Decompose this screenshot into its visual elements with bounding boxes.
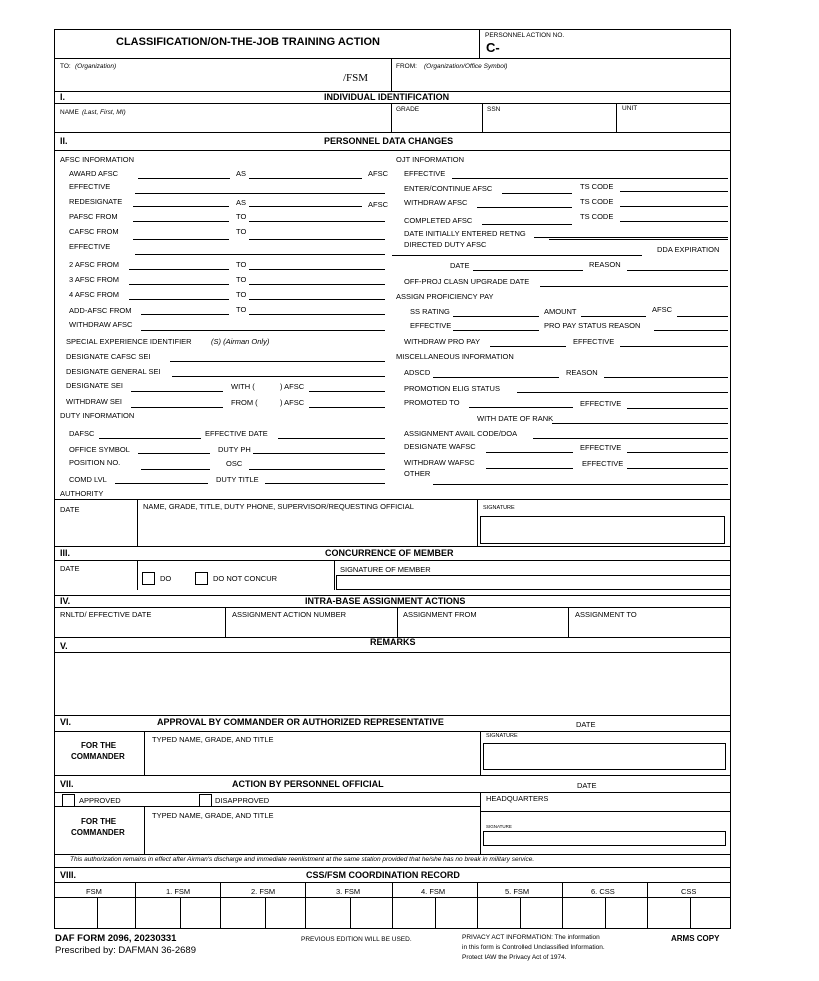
assign-prof-pay-label: ASSIGN PROFICIENCY PAY bbox=[396, 292, 494, 301]
designate-wafsc-field[interactable] bbox=[486, 452, 573, 453]
afsc4-to-field[interactable] bbox=[249, 299, 385, 300]
member-signature-label: SIGNATURE OF MEMBER bbox=[340, 565, 431, 574]
withdraw-afsc-label: WITHDRAW AFSC bbox=[69, 320, 133, 329]
designate-cafsc-sei-field[interactable] bbox=[170, 361, 385, 362]
withdraw-sei-afsc-field[interactable] bbox=[309, 407, 385, 408]
assignment-avail-code-field[interactable] bbox=[533, 438, 728, 439]
dafsc-field[interactable] bbox=[99, 438, 201, 439]
designate-general-sei-label: DESIGNATE GENERAL SEI bbox=[66, 367, 161, 376]
office-symbol-field[interactable] bbox=[138, 453, 210, 454]
prof-pay-afsc-field[interactable] bbox=[677, 316, 728, 317]
coord-col-header: 6. CSS bbox=[591, 887, 615, 896]
afsc4-from-label: 4 AFSC FROM bbox=[69, 290, 120, 299]
withdraw-pro-pay-label: WITHDRAW PRO PAY bbox=[404, 337, 481, 346]
assignment-to-label: ASSIGNMENT TO bbox=[575, 610, 637, 619]
coord-col-header: 4. FSM bbox=[421, 887, 446, 896]
effective-label: EFFECTIVE bbox=[582, 459, 624, 468]
headquarters-label: HEADQUARTERS bbox=[486, 794, 549, 803]
section-1-title: INDIVIDUAL IDENTIFICATION bbox=[324, 92, 450, 102]
ojt-effective-field[interactable] bbox=[452, 178, 728, 179]
withdraw-pro-pay-effective-field[interactable] bbox=[620, 346, 728, 347]
afsc3-from-field[interactable] bbox=[129, 284, 229, 285]
requesting-official-signature-box[interactable] bbox=[480, 516, 725, 544]
designate-general-sei-field[interactable] bbox=[172, 376, 385, 377]
section-2-number: II. bbox=[60, 136, 68, 146]
sei-hint: (S) (Airman Only) bbox=[211, 337, 270, 346]
office-symbol-label: OFFICE SYMBOL bbox=[69, 445, 130, 454]
withdraw-wafsc-effective-field[interactable] bbox=[627, 468, 728, 469]
date-label: DATE bbox=[450, 261, 470, 270]
commander-label: COMMANDER bbox=[71, 752, 125, 761]
afsc3-from-label: 3 AFSC FROM bbox=[69, 275, 120, 284]
section-2-title: PERSONNEL DATA CHANGES bbox=[324, 136, 454, 146]
comd-lvl-label: COMD LVL bbox=[69, 475, 107, 484]
ts-code-label: TS CODE bbox=[580, 182, 614, 191]
withdraw-afsc-ojt-field[interactable] bbox=[477, 207, 572, 208]
signature-label: SIGNATURE bbox=[486, 824, 512, 829]
afsc2-to-field[interactable] bbox=[249, 269, 385, 270]
directed-duty-afsc-label: DIRECTED DUTY AFSC bbox=[404, 240, 487, 249]
ojt-info-label: OJT INFORMATION bbox=[396, 155, 465, 164]
ssn-label: SSN bbox=[487, 106, 501, 113]
award-afsc-label: AWARD AFSC bbox=[69, 169, 119, 178]
form-id: DAF FORM 2096, 20230331 bbox=[55, 933, 177, 944]
effective-date-label: EFFECTIVE DATE bbox=[205, 429, 268, 438]
authority-label: AUTHORITY bbox=[60, 489, 104, 498]
pafsc-to-field[interactable] bbox=[249, 221, 385, 222]
from-paren-label: FROM ( bbox=[231, 398, 258, 407]
duty-title-label: DUTY TITLE bbox=[216, 475, 259, 484]
paren-afsc-label: ) AFSC bbox=[280, 382, 305, 391]
off-proj-field[interactable] bbox=[540, 286, 728, 287]
to-value[interactable]: /FSM bbox=[343, 72, 369, 84]
reason-label: REASON bbox=[566, 368, 598, 377]
date-label: DATE bbox=[577, 781, 597, 790]
disapproved-label: DISAPPROVED bbox=[215, 796, 270, 805]
section-5-number: V. bbox=[60, 641, 68, 651]
enter-continue-afsc-label: ENTER/CONTINUE AFSC bbox=[404, 184, 493, 193]
effective-label: EFFECTIVE bbox=[580, 399, 622, 408]
section-5-title: REMARKS bbox=[370, 637, 416, 647]
duty-ph-field[interactable] bbox=[253, 453, 385, 454]
remarks-area[interactable] bbox=[55, 653, 730, 714]
promotion-elig-status-field[interactable] bbox=[517, 392, 728, 393]
section-4-number: IV. bbox=[60, 596, 71, 606]
for-the-label: FOR THE bbox=[81, 741, 117, 750]
withdraw-afsc-field[interactable] bbox=[141, 330, 385, 331]
dda-date-field[interactable] bbox=[473, 270, 583, 271]
afsc4-from-field[interactable] bbox=[129, 299, 229, 300]
cafsc-from-field[interactable] bbox=[133, 239, 229, 240]
afsc-label: AFSC bbox=[368, 169, 389, 178]
cafsc-from-label: CAFSC FROM bbox=[69, 227, 119, 236]
privacy-line-3: Protect IAW the Privacy Act of 1974. bbox=[462, 954, 567, 961]
misc-info-label: MISCELLANEOUS INFORMATION bbox=[396, 352, 514, 361]
section-8-number: VIII. bbox=[60, 870, 77, 880]
section-1-number: I. bbox=[60, 92, 66, 102]
completed-afsc-field[interactable] bbox=[482, 224, 572, 225]
to-label: TO bbox=[236, 227, 247, 236]
enter-continue-afsc-field[interactable] bbox=[502, 193, 572, 194]
duty-ph-label: DUTY PH bbox=[218, 445, 251, 454]
section-3-title: CONCURRENCE OF MEMBER bbox=[325, 548, 454, 558]
withdraw-sei-field[interactable] bbox=[131, 407, 223, 408]
from-field[interactable] bbox=[392, 59, 730, 90]
pafsc-from-field[interactable] bbox=[133, 221, 229, 222]
authorization-note: This authorization remains in effect after Airman's discharge and immediate reenlistment at the same station provided that he/she has no break in military service. bbox=[70, 856, 535, 863]
bottom-border bbox=[54, 928, 731, 929]
pafsc-from-label: PAFSC FROM bbox=[69, 212, 118, 221]
with-paren-label: WITH ( bbox=[231, 382, 255, 391]
effective-label: EFFECTIVE bbox=[410, 321, 452, 330]
add-afsc-to-field[interactable] bbox=[249, 314, 385, 315]
ts-code-label: TS CODE bbox=[580, 212, 614, 221]
typed-name-label: TYPED NAME, GRADE, AND TITLE bbox=[152, 735, 274, 744]
date-retng-field[interactable] bbox=[534, 237, 728, 238]
osc-field[interactable] bbox=[249, 469, 385, 470]
official-label: NAME, GRADE, TITLE, DUTY PHONE, SUPERVISOR/REQUESTING OFFICIAL bbox=[143, 502, 414, 511]
pro-pay-status-reason-label: PRO PAY STATUS REASON bbox=[544, 321, 641, 330]
pro-pay-status-reason-field[interactable] bbox=[654, 330, 728, 331]
afsc-label: AFSC bbox=[368, 200, 389, 209]
osc-label: OSC bbox=[226, 459, 243, 468]
section-7-number: VII. bbox=[60, 779, 74, 789]
add-afsc-from-label: ADD-AFSC FROM bbox=[69, 306, 132, 315]
personnel-official-signature-box[interactable] bbox=[483, 831, 726, 846]
amount-label: AMOUNT bbox=[544, 307, 577, 316]
reason-label: REASON bbox=[589, 260, 621, 269]
withdraw-wafsc-field[interactable] bbox=[486, 468, 573, 469]
promoted-to-field[interactable] bbox=[469, 407, 573, 408]
amount-field[interactable] bbox=[581, 316, 646, 317]
with-date-of-rank-label: WITH DATE OF RANK bbox=[477, 414, 554, 423]
designate-sei-afsc-field[interactable] bbox=[309, 391, 385, 392]
duty-info-label: DUTY INFORMATION bbox=[60, 411, 135, 420]
directed-duty-afsc-field[interactable] bbox=[549, 239, 728, 240]
section-8-title: CSS/FSM COORDINATION RECORD bbox=[306, 870, 460, 880]
from-label: FROM: bbox=[396, 63, 417, 70]
effective-label: EFFECTIVE bbox=[573, 337, 615, 346]
coord-col-header: FSM bbox=[86, 887, 102, 896]
assignment-avail-code-label: ASSIGNMENT AVAIL CODE/DOA bbox=[404, 429, 518, 438]
designate-cafsc-sei-label: DESIGNATE CAFSC SEI bbox=[66, 352, 151, 361]
coord-col-header: 3. FSM bbox=[336, 887, 361, 896]
withdraw-ts-code-field[interactable] bbox=[620, 206, 728, 207]
cafsc-effective-field[interactable] bbox=[135, 254, 385, 255]
for-the-label: FOR THE bbox=[81, 817, 117, 826]
award-as-field[interactable] bbox=[249, 178, 362, 179]
signature-label: SIGNATURE bbox=[483, 505, 515, 511]
position-no-field[interactable] bbox=[141, 469, 210, 470]
afsc2-from-label: 2 AFSC FROM bbox=[69, 260, 120, 269]
paren-afsc-label: ) AFSC bbox=[280, 398, 305, 407]
date-label: DATE bbox=[576, 720, 596, 729]
right-border bbox=[730, 29, 731, 928]
completed-ts-code-field[interactable] bbox=[620, 221, 728, 222]
assignment-from-label: ASSIGNMENT FROM bbox=[403, 610, 477, 619]
withdraw-sei-label: WITHDRAW SEI bbox=[66, 397, 122, 406]
privacy-line-2: in this form is Controlled Unclassified Information. bbox=[462, 944, 605, 951]
coord-col-header: 1. FSM bbox=[166, 887, 191, 896]
date-label: DATE bbox=[60, 564, 80, 573]
to-label: TO bbox=[236, 212, 247, 221]
from-hint: (Organization/Office Symbol) bbox=[424, 63, 508, 70]
effective-label: EFFECTIVE bbox=[404, 169, 446, 178]
redesignate-field[interactable] bbox=[133, 206, 229, 207]
name-label: NAME bbox=[60, 109, 79, 116]
date-label: DATE bbox=[60, 505, 80, 514]
to-label: TO bbox=[236, 305, 247, 314]
signature-label: SIGNATURE bbox=[486, 733, 518, 739]
effective-label: EFFECTIVE bbox=[69, 182, 111, 191]
duty-effective-date-field[interactable] bbox=[278, 438, 385, 439]
designate-wafsc-label: DESIGNATE WAFSC bbox=[404, 442, 476, 451]
designate-sei-label: DESIGNATE SEI bbox=[66, 381, 123, 390]
pan-label: PERSONNEL ACTION NO. bbox=[485, 32, 565, 39]
adscd-label: ADSCD bbox=[404, 368, 431, 377]
designate-sei-field[interactable] bbox=[131, 391, 223, 392]
ts-code-label: TS CODE bbox=[580, 197, 614, 206]
cafsc-to-field[interactable] bbox=[249, 239, 385, 240]
rnltd-label: RNLTD/ EFFECTIVE DATE bbox=[60, 610, 152, 619]
commander-label: COMMANDER bbox=[71, 828, 125, 837]
privacy-line-1: PRIVACY ACT INFORMATION: The information bbox=[462, 934, 600, 941]
coord-col-header: CSS bbox=[681, 887, 697, 896]
withdraw-wafsc-label: WITHDRAW WAFSC bbox=[404, 458, 475, 467]
dda-reason-field[interactable] bbox=[627, 270, 728, 271]
to-hint: (Organization) bbox=[75, 63, 117, 70]
coord-col-header: 2. FSM bbox=[251, 887, 276, 896]
section-6-title: APPROVAL BY COMMANDER OR AUTHORIZED REPRESENTATIVE bbox=[157, 717, 444, 727]
pan-value[interactable]: C- bbox=[486, 40, 500, 55]
member-signature-box[interactable] bbox=[336, 575, 731, 590]
add-afsc-from-field[interactable] bbox=[141, 314, 229, 315]
promotion-elig-status-label: PROMOTION ELIG STATUS bbox=[404, 384, 500, 393]
enter-ts-code-field[interactable] bbox=[620, 191, 728, 192]
comd-lvl-field[interactable] bbox=[115, 483, 208, 484]
adscd-field[interactable] bbox=[433, 377, 559, 378]
ss-rating-field[interactable] bbox=[453, 316, 539, 317]
sei-label: SPECIAL EXPERIENCE IDENTIFIER bbox=[66, 337, 192, 346]
coord-col-header: 5. FSM bbox=[505, 887, 530, 896]
to-label: TO bbox=[236, 260, 247, 269]
redesignate-label: REDESIGNATE bbox=[69, 197, 123, 206]
date-retng-label: DATE INITIALLY ENTERED RETNG bbox=[404, 229, 526, 238]
to-label: TO bbox=[236, 290, 247, 299]
section-4-title: INTRA-BASE ASSIGNMENT ACTIONS bbox=[305, 596, 466, 606]
approved-label: APPROVED bbox=[79, 796, 121, 805]
to-label: TO: bbox=[60, 63, 71, 70]
effective-label: EFFECTIVE bbox=[580, 443, 622, 452]
do-label: DO bbox=[160, 574, 172, 583]
action-number-label: ASSIGNMENT ACTION NUMBER bbox=[232, 610, 347, 619]
top-border bbox=[54, 29, 731, 30]
afsc-label: AFSC bbox=[652, 305, 673, 314]
unit-label: UNIT bbox=[622, 105, 638, 112]
award-effective-field[interactable] bbox=[135, 193, 385, 194]
do-not-concur-checkbox[interactable] bbox=[195, 572, 208, 585]
redesignate-as-field[interactable] bbox=[249, 206, 362, 207]
other-label: OTHER bbox=[404, 469, 431, 478]
typed-name-label: TYPED NAME, GRADE, AND TITLE bbox=[152, 811, 274, 820]
do-not-concur-label: DO NOT CONCUR bbox=[213, 574, 278, 583]
to-label: TO bbox=[236, 275, 247, 284]
promoted-to-label: PROMOTED TO bbox=[404, 398, 460, 407]
copy-designation: ARMS COPY bbox=[671, 934, 720, 943]
form-title: CLASSIFICATION/ON-THE-JOB TRAINING ACTION bbox=[116, 36, 380, 48]
promoted-effective-field[interactable] bbox=[627, 408, 728, 409]
effective-label: EFFECTIVE bbox=[69, 242, 111, 251]
designate-wafsc-effective-field[interactable] bbox=[627, 452, 728, 453]
other-field[interactable] bbox=[433, 484, 728, 485]
left-border bbox=[54, 29, 55, 928]
date-of-rank-field[interactable] bbox=[552, 423, 728, 424]
adscd-reason-field[interactable] bbox=[604, 377, 728, 378]
do-checkbox[interactable] bbox=[142, 572, 155, 585]
afsc2-from-field[interactable] bbox=[129, 269, 229, 270]
grade-label: GRADE bbox=[396, 106, 420, 113]
withdraw-pro-pay-field[interactable] bbox=[490, 346, 566, 347]
as-label: AS bbox=[236, 198, 247, 207]
duty-title-field[interactable] bbox=[265, 483, 385, 484]
as-label: AS bbox=[236, 169, 247, 178]
off-proj-label: OFF-PROJ CLASN UPGRADE DATE bbox=[404, 277, 530, 286]
afsc-info-label: AFSC INFORMATION bbox=[60, 155, 135, 164]
section-3-number: III. bbox=[60, 548, 71, 558]
dafsc-label: DAFSC bbox=[69, 429, 95, 438]
previous-edition-note: PREVIOUS EDITION WILL BE USED. bbox=[301, 936, 412, 943]
award-afsc-field[interactable] bbox=[138, 178, 230, 179]
dda-expiration-label: DDA EXPIRATION bbox=[657, 245, 720, 254]
prescribed-by: Prescribed by: DAFMAN 36-2689 bbox=[55, 945, 196, 956]
afsc3-to-field[interactable] bbox=[249, 284, 385, 285]
commander-signature-box[interactable] bbox=[483, 743, 726, 770]
completed-afsc-label: COMPLETED AFSC bbox=[404, 216, 473, 225]
prof-pay-effective-field[interactable] bbox=[453, 330, 539, 331]
section-7-title: ACTION BY PERSONNEL OFFICIAL bbox=[232, 779, 384, 789]
position-no-label: POSITION NO. bbox=[69, 458, 121, 467]
ss-rating-label: SS RATING bbox=[410, 307, 450, 316]
dda-expiration-field[interactable] bbox=[392, 255, 642, 256]
withdraw-afsc-ojt-label: WITHDRAW AFSC bbox=[404, 198, 468, 207]
section-6-number: VI. bbox=[60, 717, 72, 727]
name-hint: (Last, First, MI) bbox=[82, 109, 126, 116]
